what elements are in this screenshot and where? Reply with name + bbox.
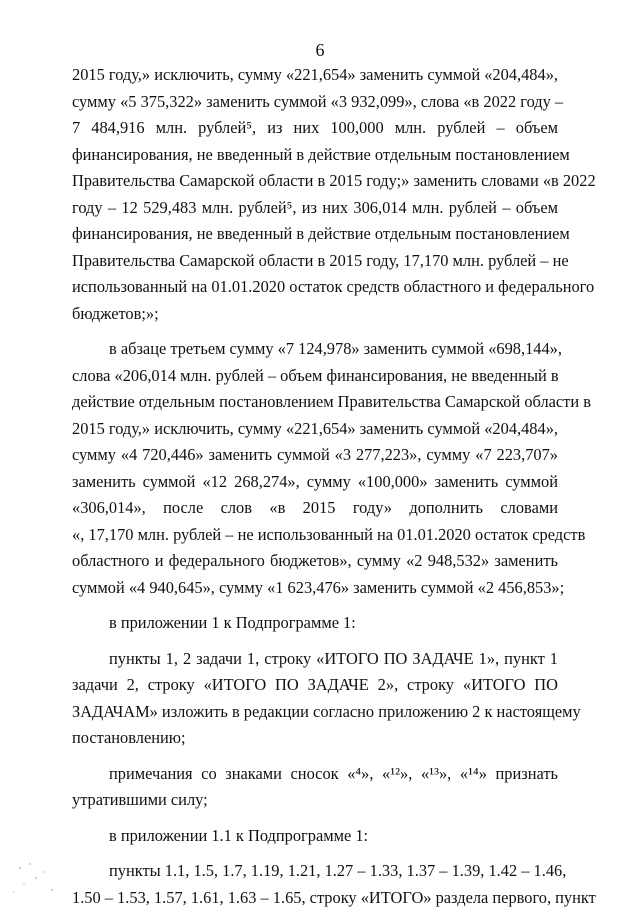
text-line: суммой «4 940,645», сумму «1 623,476» заменить суммой «2 456,853»;	[72, 575, 558, 602]
text-line: году – 12 529,483 млн. рублей⁵, из них 306,014 млн. рублей – объем	[72, 195, 558, 222]
text-line: утратившими силу;	[72, 787, 558, 814]
text-line: 1.50 – 1.53, 1.57, 1.61, 1.63 – 1.65, строку «ИТОГО» раздела первого, пункт	[72, 885, 558, 911]
text-line: слова «206,014 млн. рублей – объем финансирования, не введенный в	[72, 363, 558, 390]
text-line: сумму «5 375,322» заменить суммой «3 932,099», слова «в 2022 году –	[72, 89, 558, 116]
text-line: 7 484,916 млн. рублей⁵, из них 100,000 млн. рублей – объем	[72, 115, 558, 142]
text-line: в приложении 1 к Подпрограмме 1:	[72, 610, 558, 637]
paragraph	[72, 610, 558, 637]
page-number: 6	[0, 40, 640, 60]
text-line: в абзаце третьем сумму «7 124,978» заменить суммой «698,144»,	[72, 336, 558, 363]
text-line: пункты 1, 2 задачи 1, строку «ИТОГО ПО ЗАДАЧЕ 1», пункт 1	[72, 646, 558, 673]
paragraph	[72, 62, 558, 327]
text-line: использованный на 01.01.2020 остаток средств областного и федерального	[72, 274, 558, 301]
paragraph	[72, 646, 558, 752]
text-line: примечания со знаками сносок «⁴», «¹²», «¹³», «¹⁴» признать	[72, 761, 558, 788]
text-line: Правительства Самарской области в 2015 году;» заменить словами «в 2022	[72, 168, 558, 195]
paragraph	[72, 858, 558, 911]
text-line: действие отдельным постановлением Правительства Самарской области в	[72, 389, 558, 416]
text-line: ЗАДАЧАМ» изложить в редакции согласно приложению 2 к настоящему	[72, 699, 558, 726]
text-line: «306,014», после слов «в 2015 году» дополнить словами	[72, 495, 558, 522]
text-line: областного и федерального бюджетов», сумму «2 948,532» заменить	[72, 548, 558, 575]
text-line: в приложении 1.1 к Подпрограмме 1:	[72, 823, 558, 850]
scan-specks	[0, 850, 90, 905]
text-line: 2015 году,» исключить, сумму «221,654» заменить суммой «204,484»,	[72, 416, 558, 443]
paragraph	[72, 761, 558, 814]
text-line: постановлению;	[72, 725, 558, 752]
text-line: 2015 году,» исключить, сумму «221,654» заменить суммой «204,484»,	[72, 62, 558, 89]
text-line: финансирования, не введенный в действие отдельным постановлением	[72, 142, 558, 169]
text-line: заменить суммой «12 268,274», сумму «100,000» заменить суммой	[72, 469, 558, 496]
text-line: задачи 2, строку «ИТОГО ПО ЗАДАЧЕ 2», строку «ИТОГО ПО	[72, 672, 558, 699]
text-line: бюджетов;»;	[72, 301, 558, 328]
text-line: финансирования, не введенный в действие отдельным постановлением	[72, 221, 558, 248]
text-line: сумму «4 720,446» заменить суммой «3 277,223», сумму «7 223,707»	[72, 442, 558, 469]
text-line: «, 17,170 млн. рублей – не использованный на 01.01.2020 остаток средств	[72, 522, 558, 549]
text-line: пункты 1.1, 1.5, 1.7, 1.19, 1.21, 1.27 – 1.33, 1.37 – 1.39, 1.42 – 1.46,	[72, 858, 558, 885]
paragraph	[72, 823, 558, 850]
text-line: Правительства Самарской области в 2015 году, 17,170 млн. рублей – не	[72, 248, 558, 275]
paragraph	[72, 336, 558, 601]
document-body	[72, 62, 558, 911]
